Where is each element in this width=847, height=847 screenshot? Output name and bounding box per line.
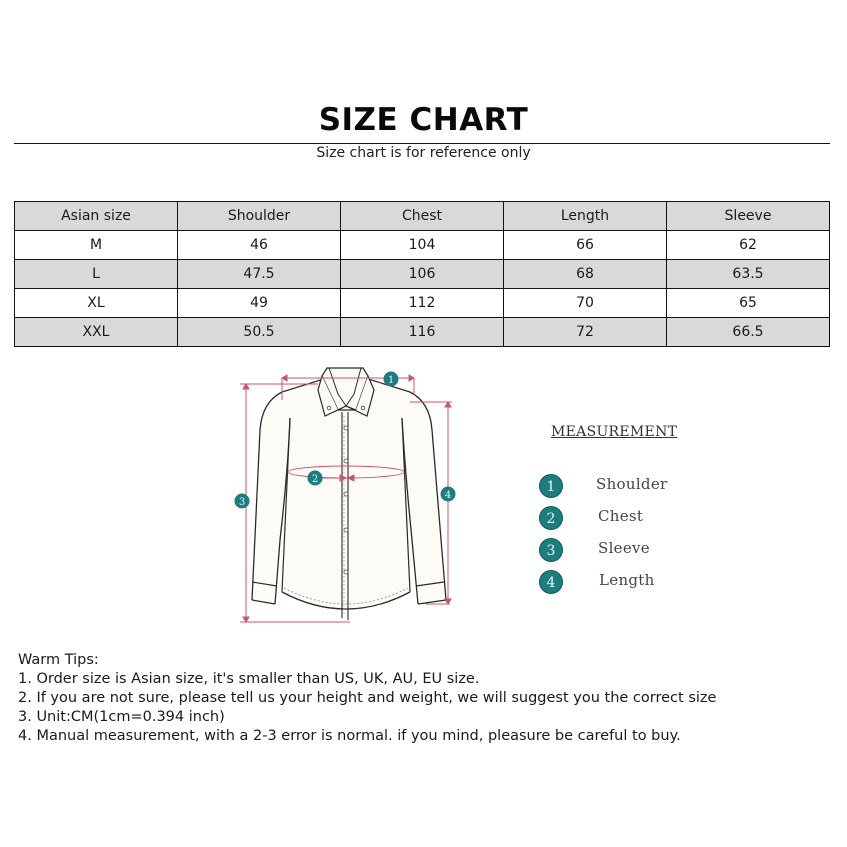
cell-length: 66 [504, 231, 667, 260]
shirt-illustration [228, 360, 468, 630]
page-title: SIZE CHART [318, 102, 529, 138]
cell-length: 72 [504, 318, 667, 347]
cell-sleeve: 62 [667, 231, 830, 260]
legend-label: Shoulder [596, 475, 668, 493]
number-badge-icon: 4 [539, 570, 563, 594]
column-header-sleeve: Sleeve [667, 202, 830, 231]
cell-shoulder: 46 [178, 231, 341, 260]
cell-size: M [15, 231, 178, 260]
tips-heading: Warm Tips: [18, 652, 99, 668]
legend-title: MEASUREMENT [551, 424, 678, 440]
cell-size: L [15, 260, 178, 289]
legend-label: Sleeve [598, 539, 650, 557]
legend-label: Length [599, 571, 655, 589]
table-row [15, 289, 830, 318]
column-header-asian-size: Asian size [15, 202, 178, 231]
warm-tips [18, 651, 716, 746]
column-header-chest: Chest [341, 202, 504, 231]
legend-item-length [539, 570, 729, 596]
cell-size: XXL [15, 318, 178, 347]
cell-sleeve: 66.5 [667, 318, 830, 347]
cell-size: XL [15, 289, 178, 318]
cell-chest: 116 [341, 318, 504, 347]
cell-chest: 104 [341, 231, 504, 260]
tip-line: 1. Order size is Asian size, it's smaller than US, UK, AU, EU size. [18, 671, 480, 687]
cell-chest: 112 [341, 289, 504, 318]
cell-shoulder: 47.5 [178, 260, 341, 289]
table-row [15, 318, 830, 347]
diagram-marker-4: 4 [444, 490, 452, 501]
legend-item-chest [539, 506, 729, 532]
legend-label: Chest [598, 507, 644, 525]
diagram-marker-3: 3 [238, 497, 246, 508]
tip-line: 3. Unit:CM(1cm=0.394 inch) [18, 709, 225, 725]
legend-item-shoulder [539, 474, 729, 500]
size-chart-table [14, 201, 830, 347]
diagram-marker-2: 2 [311, 474, 319, 485]
cell-sleeve: 63.5 [667, 260, 830, 289]
number-badge-icon: 1 [539, 474, 563, 498]
legend-item-sleeve [539, 538, 729, 564]
number-badge-icon: 3 [539, 538, 563, 562]
column-header-length: Length [504, 202, 667, 231]
table-row [15, 231, 830, 260]
cell-sleeve: 65 [667, 289, 830, 318]
cell-length: 70 [504, 289, 667, 318]
diagram-marker-1: 1 [387, 375, 395, 386]
cell-shoulder: 50.5 [178, 318, 341, 347]
title-divider [14, 143, 830, 144]
shirt-measurement-diagram [228, 360, 468, 630]
cell-chest: 106 [341, 260, 504, 289]
cell-length: 68 [504, 260, 667, 289]
tip-line: 2. If you are not sure, please tell us your height and weight, we will suggest you the correct size [18, 690, 717, 706]
cell-shoulder: 49 [178, 289, 341, 318]
number-badge-icon: 2 [539, 506, 563, 530]
table-header-row [15, 202, 830, 231]
column-header-shoulder: Shoulder [178, 202, 341, 231]
page-subtitle: Size chart is for reference only [316, 145, 531, 161]
table-row [15, 260, 830, 289]
tip-line: 4. Manual measurement, with a 2-3 error is normal. if you mind, pleasure be careful to buy. [18, 728, 681, 744]
